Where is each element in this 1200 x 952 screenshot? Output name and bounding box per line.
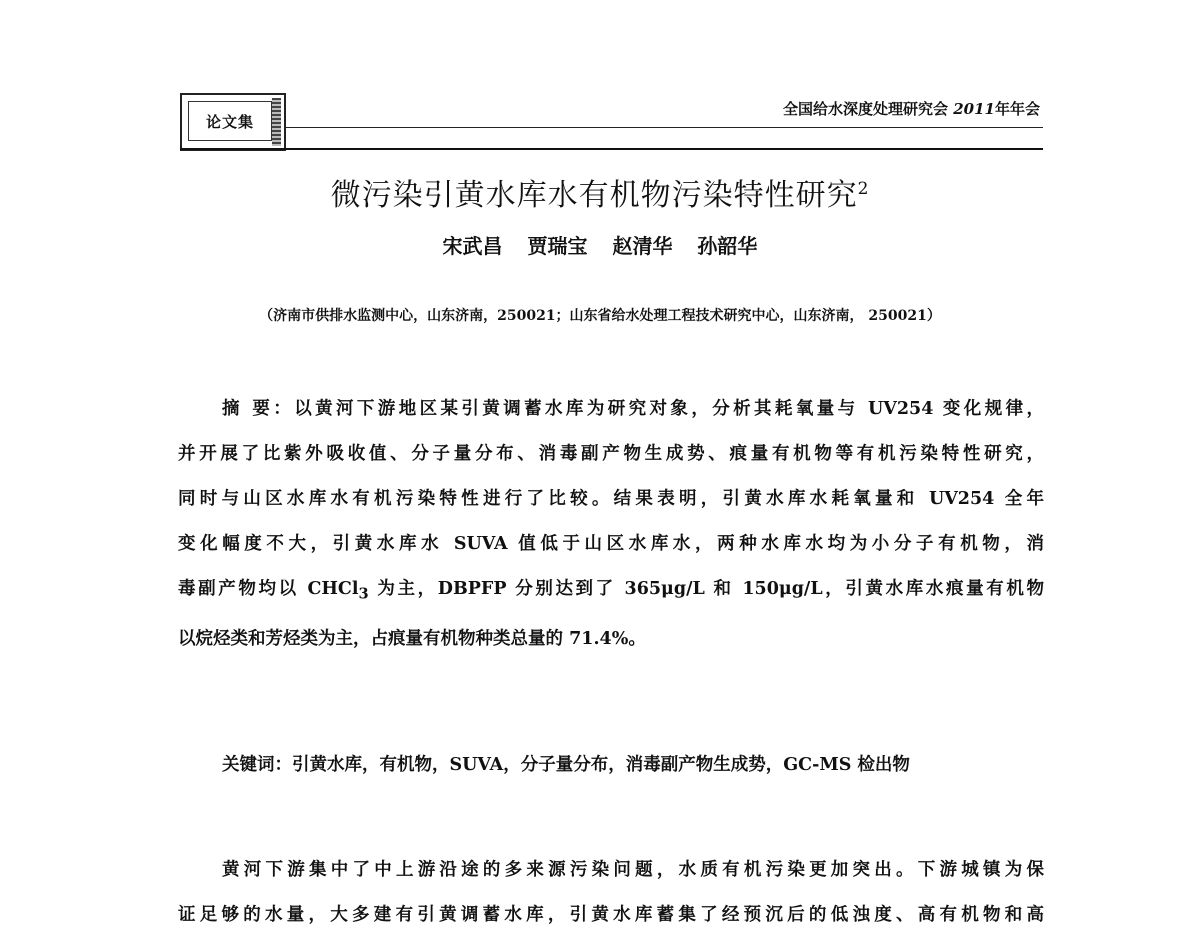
- intro-line: 黄河下游集中了中上游沿途的多来源污染问题，水质有机污染更加突出。下游城镇为保: [222, 860, 1044, 880]
- keywords-line: [178, 743, 1044, 788]
- conference-prefix: 全国给水深度处理研究会: [782, 100, 948, 118]
- abstract-line: 同时与山区水库水有机污染特性进行了比较。结果表明，引黄水库水耗氧量和 UV254 全年: [178, 489, 1044, 509]
- paper-title: [0, 170, 1200, 214]
- paper-title-text: 微污染引黄水库水有机物污染特性研究: [330, 178, 858, 213]
- section-badge: [180, 93, 286, 151]
- keywords: [178, 743, 1044, 788]
- abstract-label: 摘 要：: [222, 399, 295, 419]
- affiliation: （济南市供排水监测中心，山东济南，250021；山东省给水处理工程技术研究中心，山东济南， 250021）: [259, 308, 941, 324]
- header-rule-thick: [180, 148, 1043, 150]
- section-badge-label: 论文集: [188, 101, 272, 141]
- keywords-text: 引黄水库，有机物，SUVA，分子量分布，消毒副产物生成势，GC-MS 检出物: [292, 755, 910, 775]
- header-rule-thin: [286, 127, 1043, 128]
- title-footnote-mark: 2: [857, 179, 870, 199]
- conference-title: [783, 98, 1040, 119]
- badge-decoration: [272, 98, 281, 146]
- abstract: [178, 387, 1044, 662]
- abstract-line: 毒副产物均以 CHCl$_3$ 为主，DBPFP 分别达到了 365μg/L 和 150μg/L，引黄水库水痕量有机物: [178, 579, 1044, 603]
- abstract-line: 变化幅度不大，引黄水库水 SUVA 值低于山区水库水，两种水库水均为小分子有机物，消: [178, 534, 1044, 554]
- intro-line: 证足够的水量，大多建有引黄调蓄水库，引黄水库蓄集了经预沉后的低浊度、高有机物和高: [178, 905, 1044, 925]
- conference-year: 2011: [953, 100, 995, 118]
- abstract-line: 以烷烃类和芳烃类为主，占痕量有机物种类总量的 71.4%。: [178, 628, 646, 649]
- intro-paragraph: [178, 848, 1044, 938]
- conference-suffix: 年年会: [994, 100, 1040, 118]
- keywords-label: 关键词：: [222, 755, 292, 775]
- abstract-line: 并开展了比紫外吸收值、分子量分布、消毒副产物生成势、痕量有机物等有机污染特性研究，: [178, 444, 1044, 464]
- author-list: 宋武昌 贾瑞宝 赵清华 孙韶华: [442, 234, 758, 258]
- abstract-line: 摘 要：以黄河下游地区某引黄调蓄水库为研究对象，分析其耗氧量与 UV254 变化规律，: [222, 399, 1044, 419]
